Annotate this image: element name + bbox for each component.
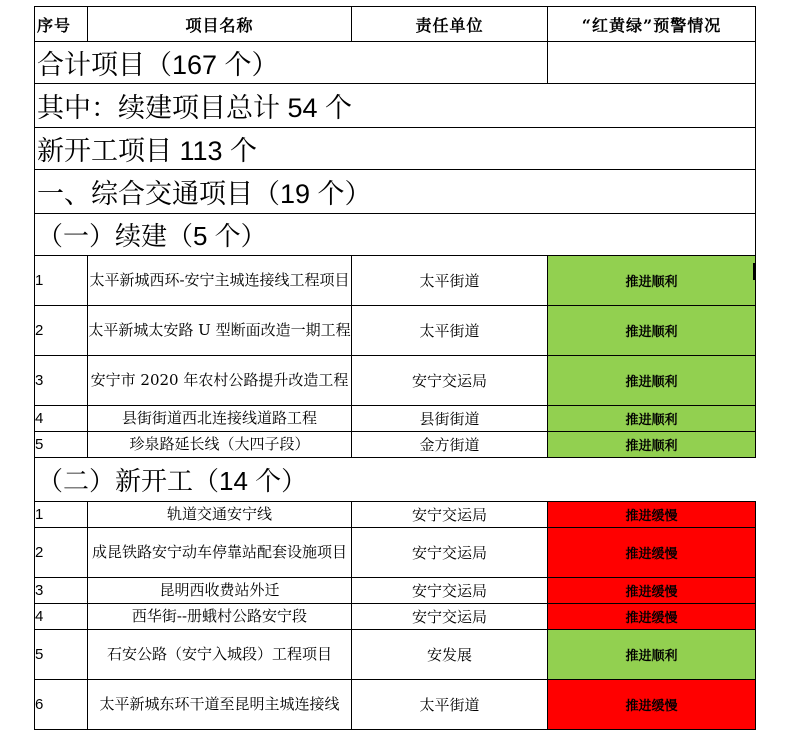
row-unit: 太平街道 [352, 680, 548, 730]
row-seq: 1 [35, 502, 88, 528]
header-project-name: 项目名称 [88, 7, 352, 42]
summary-total-empty [548, 42, 756, 84]
row-unit: 县街街道 [352, 406, 548, 432]
row-project-name: 太平新城东环干道至昆明主城连接线 [88, 680, 352, 730]
row-project-name: 太平新城太安路 U 型断面改造一期工程 [88, 306, 352, 356]
row-seq: 6 [35, 680, 88, 730]
row-project-name: 安宁市 2020 年农村公路提升改造工程 [88, 356, 352, 406]
row-project-name: 太平新城西环-安宁主城连接线工程项目 [88, 256, 352, 306]
row-unit: 太平街道 [352, 306, 548, 356]
row-unit: 安宁交运局 [352, 604, 548, 630]
row-seq: 5 [35, 432, 88, 458]
row-status: 推进顺利 [548, 356, 756, 406]
summary-total: 合计项目（167 个） [35, 42, 548, 84]
row-status: 推进顺利 [548, 630, 756, 680]
row-status: 推进缓慢 [548, 502, 756, 528]
summary-total-row [35, 42, 756, 84]
row-seq: 5 [35, 630, 88, 680]
group-title-continued: （一）续建（5 个） [35, 214, 756, 256]
summary-new-row [35, 128, 756, 170]
header-seq: 序号 [35, 7, 88, 42]
row-unit: 太平街道 [352, 256, 548, 306]
table-row [35, 432, 756, 458]
table-row [35, 306, 756, 356]
summary-continued: 其中：续建项目总计 54 个 [35, 84, 756, 128]
summary-new: 新开工项目 113 个 [35, 128, 756, 170]
row-project-name: 昆明西收费站外迁 [88, 578, 352, 604]
row-seq: 2 [35, 306, 88, 356]
row-project-name: 石安公路（安宁入城段）工程项目 [88, 630, 352, 680]
summary-continued-row [35, 84, 756, 128]
row-unit: 安宁交运局 [352, 528, 548, 578]
row-status: 推进缓慢 [548, 680, 756, 730]
table-row [35, 680, 756, 730]
row-seq: 4 [35, 604, 88, 630]
row-status: 推进顺利 [548, 306, 756, 356]
row-unit: 安宁交运局 [352, 356, 548, 406]
table-row [35, 502, 756, 528]
row-status: 推进缓慢 [548, 604, 756, 630]
table-row [35, 256, 756, 306]
row-unit: 金方街道 [352, 432, 548, 458]
header-responsible-unit: 责任单位 [352, 7, 548, 42]
category-row [35, 170, 756, 214]
row-unit: 安宁交运局 [352, 578, 548, 604]
table-row [35, 528, 756, 578]
row-seq: 3 [35, 356, 88, 406]
row-project-name: 西华街--册蛾村公路安宁段 [88, 604, 352, 630]
category-title: 一、综合交通项目（19 个） [35, 170, 756, 214]
row-status: 推进缓慢 [548, 528, 756, 578]
row-seq: 3 [35, 578, 88, 604]
row-project-name: 珍泉路延长线（大四子段） [88, 432, 352, 458]
row-seq: 4 [35, 406, 88, 432]
row-status: 推进缓慢 [548, 578, 756, 604]
table-row [35, 578, 756, 604]
group-title-row [35, 214, 756, 256]
row-project-name: 轨道交通安宁线 [88, 502, 352, 528]
row-unit: 安发展 [352, 630, 548, 680]
table-row [35, 604, 756, 630]
table-row [35, 630, 756, 680]
group-title-new: （二）新开工（14 个） [35, 458, 756, 502]
row-unit: 安宁交运局 [352, 502, 548, 528]
group-title-row [35, 458, 756, 502]
table-header-row [35, 7, 756, 42]
row-status: 推进顺利 [548, 256, 756, 306]
project-warning-table [34, 6, 756, 730]
row-project-name: 县街街道西北连接线道路工程 [88, 406, 352, 432]
table-row [35, 406, 756, 432]
text-cursor [753, 263, 755, 280]
row-project-name: 成昆铁路安宁动车停靠站配套设施项目 [88, 528, 352, 578]
row-seq: 1 [35, 256, 88, 306]
row-seq: 2 [35, 528, 88, 578]
row-status: 推进顺利 [548, 406, 756, 432]
row-status: 推进顺利 [548, 432, 756, 458]
table-row [35, 356, 756, 406]
header-warning-status: “红黄绿”预警情况 [548, 7, 756, 42]
